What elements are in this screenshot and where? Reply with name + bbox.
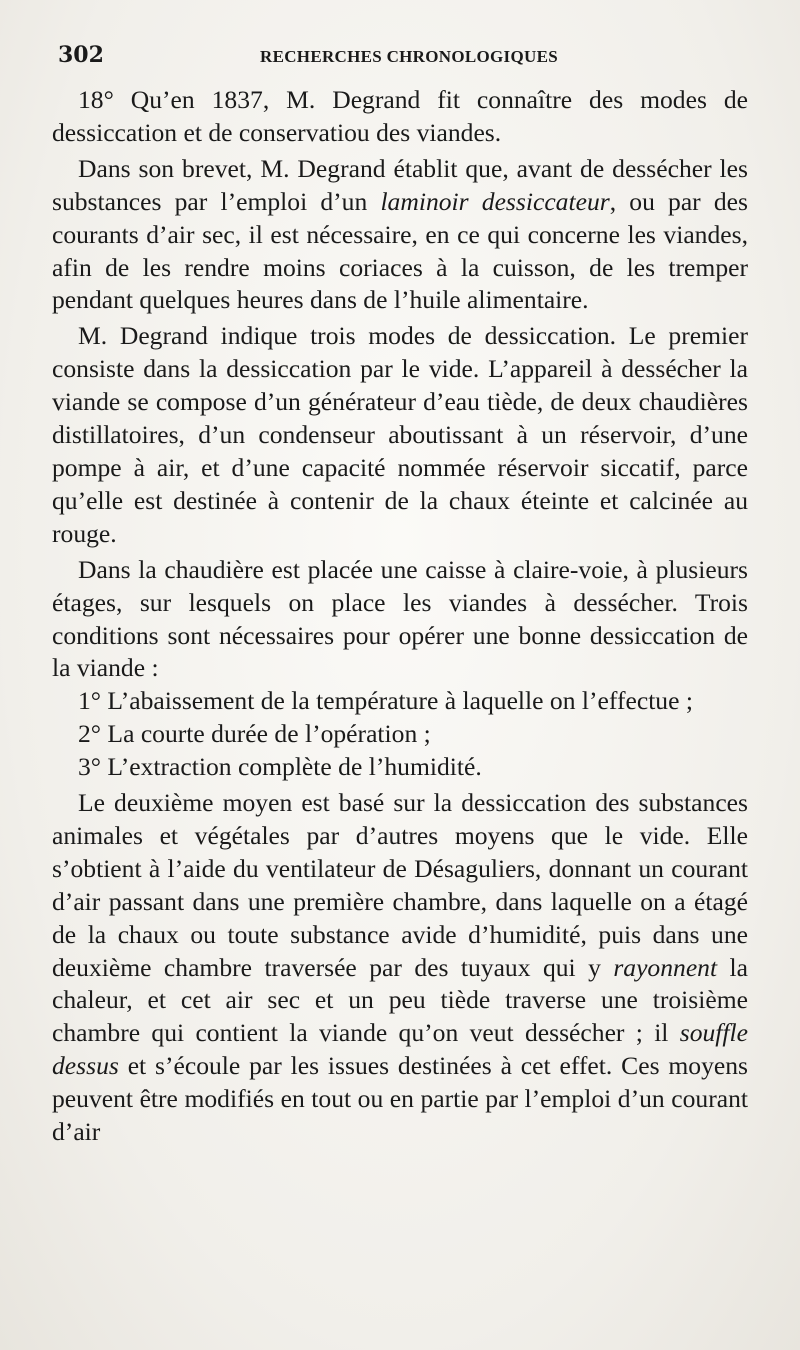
running-head: RECHERCHES CHRONOLOGIQUES [260, 47, 558, 66]
paragraph-chaudiere: Dans la chaudière est placée une caisse à claire-voie, à plusieurs étages, sur lesquels on place les viandes à dessécher. Trois conditions sont nécessaires pour opérer une bonne dessiccation de la viande : [52, 554, 748, 683]
paragraph-brevet: Dans son brevet, M. Degrand établit que, avant de dessécher les substances par l’emploi d’un laminoir dessiccateur, ou par des courants d’air sec, il est nécessaire, en ce qui concerne les viandes, afin de les rendre moins coriaces à la cuisson, de les tremper pendant quelques heures dans de l’huile alimentaire. [52, 153, 748, 315]
page-header [52, 42, 756, 76]
body-text [52, 84, 748, 1149]
italic-term: souffle dessus [52, 1018, 748, 1081]
list-item-2: 2° La courte durée de l’opération ; [78, 719, 431, 749]
list-item-1: 1° L’abaissement de la température à laquelle on l’effectue ; [78, 686, 693, 716]
italic-term: laminoir dessiccateur [380, 186, 610, 216]
list-item-3: 3° L’extraction complète de l’humidité. [78, 752, 482, 782]
page-number: 302 [58, 42, 104, 68]
paragraph-deuxieme-moyen: Le deuxième moyen est basé sur la dessiccation des substances animales et végétales par d’autres moyens que le vide. Elle s’obtient à l’aide du ventilateur de Désaguliers, donnant un courant d’air passant dans une première chambre, dans laquelle on a étagé de la chaux ou toute substance avide d’humidité, puis dans une deuxième chambre traversée par des tuyaux qui y rayonnent la chaleur, et cet air sec et un peu tiède traverse une troisième chambre qui contient la viande qu’on veut dessécher ; il souffle dessus et s’écoule par les issues destinées à cet effet. Ces moyens peuvent être modifiés en tout ou en partie par l’emploi d’un courant d’air [52, 788, 748, 1147]
italic-term: rayonnent [613, 952, 718, 982]
paragraph-modes: M. Degrand indique trois modes de dessiccation. Le premier consiste dans la dessiccation par le vide. L’appareil à dessécher la viande se compose d’un générateur d’eau tiède, de deux chaudières distillatoires, d’un condenseur aboutissant à un réservoir, d’une pompe à air, et d’une capacité nommée réservoir siccatif, parce qu’elle est destinée à contenir de la chaux éteinte et calcinée au rouge. [52, 321, 748, 548]
paragraph-18: 18° Qu’en 1837, M. Degrand fit connaître des modes de dessiccation et de conservatiou des viandes. [52, 85, 748, 147]
